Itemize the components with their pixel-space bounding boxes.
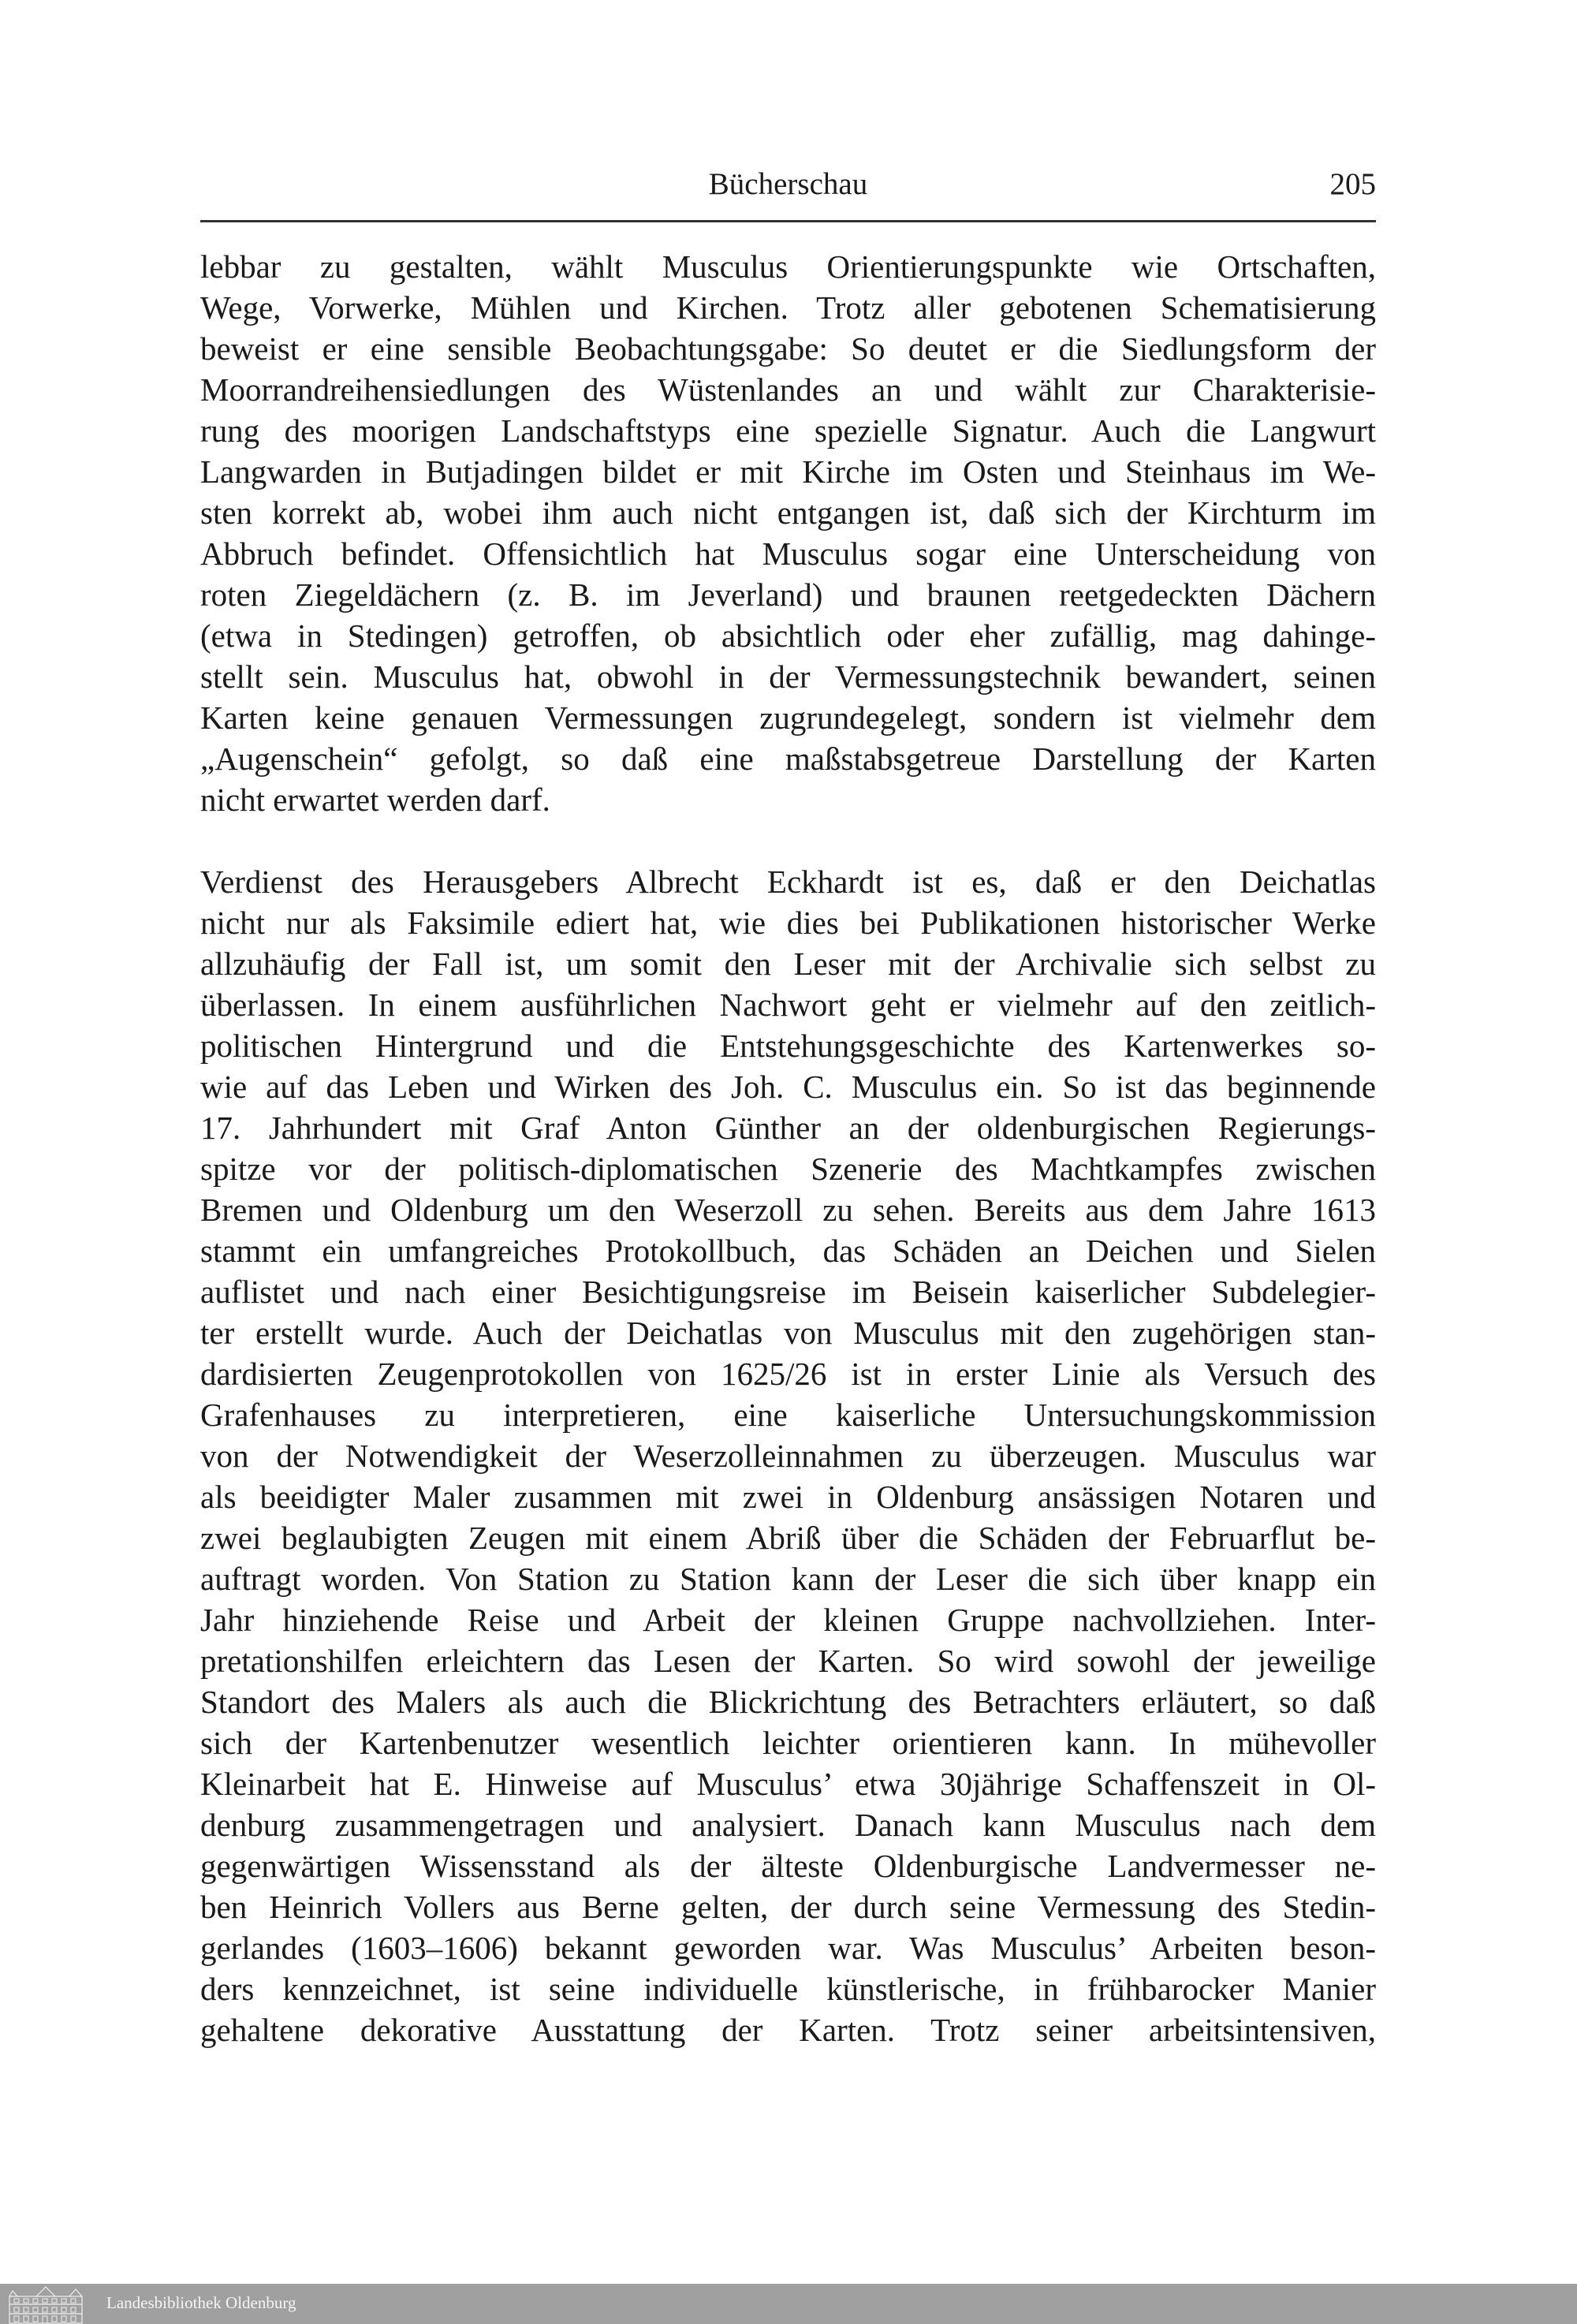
text-line: Abbruch befindet. Offensichtlich hat Musculus sogar eine Unterscheidung von	[200, 535, 1376, 572]
text-line: allzuhäufig der Fall ist, um somit den Leser mit der Archivalie sich selbst zu	[200, 946, 1376, 982]
text-line: ders kennzeichnet, ist seine individuelle künstlerische, in frühbarocker Manier	[200, 1971, 1376, 2007]
text-line: Bremen und Oldenburg um den Weserzoll zu sehen. Bereits aus dem Jahre 1613	[200, 1192, 1376, 1228]
text-line: ter erstellt wurde. Auch der Deichatlas von Musculus mit den zugehörigen stan-	[200, 1315, 1376, 1351]
text-line: Jahr hinziehende Reise und Arbeit der kleinen Gruppe nachvollziehen. Inter-	[200, 1602, 1376, 1638]
text-line: Verdienst des Herausgebers Albrecht Eckhardt ist es, daß er den Deichatlas	[200, 864, 1376, 900]
text-line: Langwarden in Butjadingen bildet er mit Kirche im Osten und Steinhaus im We-	[200, 453, 1376, 490]
text-line: pretationshilfen erleichtern das Lesen der Karten. So wird sowohl der jeweilige	[200, 1643, 1376, 1679]
text-line: wie auf das Leben und Wirken des Joh. C. Musculus ein. So ist das beginnende	[200, 1069, 1376, 1105]
text-line: sich der Kartenbenutzer wesentlich leichter orientieren kann. In mühevoller	[200, 1725, 1376, 1761]
text-line: gegenwärtigen Wissensstand als der älteste Oldenburgische Landvermesser ne-	[200, 1848, 1376, 1884]
text-line: Kleinarbeit hat E. Hinweise auf Musculus’ etwa 30jährige Schaffenszeit in Ol-	[200, 1766, 1376, 1802]
text-line: spitze vor der politisch-diplomatischen Szenerie des Machtkampfes zwischen	[200, 1151, 1376, 1187]
text-line: Wege, Vorwerke, Mühlen und Kirchen. Trotz aller gebotenen Schematisierung	[200, 289, 1376, 326]
text-line: überlassen. In einem ausführlichen Nachwort geht er vielmehr auf den zeitlich-	[200, 987, 1376, 1023]
text-line: auftragt worden. Von Station zu Station kann der Leser die sich über knapp ein	[200, 1561, 1376, 1597]
text-line: nicht erwartet werden darf.	[200, 782, 550, 818]
text-line: als beeidigter Maler zusammen mit zwei in Oldenburg ansässigen Notaren und	[200, 1479, 1376, 1515]
text-line: gehaltene dekorative Ausstattung der Karten. Trotz seiner arbeitsintensiven,	[200, 2012, 1376, 2048]
text-line: beweist er eine sensible Beobachtungsgabe: So deutet er die Siedlungsform der	[200, 330, 1376, 367]
page-number: 205	[1329, 167, 1376, 201]
running-title: Bücherschau	[708, 167, 868, 201]
text-line: ben Heinrich Vollers aus Berne gelten, der durch seine Vermessung des Stedin-	[200, 1889, 1376, 1925]
text-line: Grafenhauses zu interpretieren, eine kaiserliche Untersuchungskommission	[200, 1397, 1376, 1433]
text-line: politischen Hintergrund und die Entstehungsgeschichte des Kartenwerkes so-	[200, 1028, 1376, 1064]
text-line: 17. Jahrhundert mit Graf Anton Günther an der oldenburgischen Regierungs-	[200, 1110, 1376, 1146]
text-line: „Augenschein“ gefolgt, so daß eine maßstabsgetreue Darstellung der Karten	[200, 740, 1376, 777]
footer-bar	[0, 2284, 1577, 2324]
library-name: Landesbibliothek Oldenburg	[106, 2293, 296, 2312]
text-line: lebbar zu gestalten, wählt Musculus Orientierungspunkte wie Ortschaften,	[200, 248, 1376, 285]
text-line: zwei beglaubigten Zeugen mit einem Abriß über die Schäden der Februarflut be-	[200, 1520, 1376, 1556]
text-line: Moorrandreihensiedlungen des Wüstenlandes an und wählt zur Charakterisie-	[200, 371, 1376, 408]
text-line: sten korrekt ab, wobei ihm auch nicht entgangen ist, daß sich der Kirchturm im	[200, 494, 1376, 531]
text-line: rung des moorigen Landschaftstyps eine spezielle Signatur. Auch die Langwurt	[200, 412, 1376, 449]
text-line: nicht nur als Faksimile ediert hat, wie dies bei Publikationen historischer Werke	[200, 905, 1376, 941]
paragraph	[200, 246, 1376, 820]
paragraph	[200, 861, 1376, 2050]
text-line: gerlandes (1603–1606) bekannt geworden war. Was Musculus’ Arbeiten beson-	[200, 1930, 1376, 1966]
running-header	[200, 162, 1376, 209]
text-line: roten Ziegeldächern (z. B. im Jeverland) und braunen reetgedeckten Dächern	[200, 576, 1376, 613]
library-building-logo	[6, 2285, 85, 2324]
body-text	[200, 246, 1376, 2050]
text-line: Standort des Malers als auch die Blickrichtung des Betrachters erläutert, so daß	[200, 1684, 1376, 1720]
text-line: Karten keine genauen Vermessungen zugrundegelegt, sondern ist vielmehr dem	[200, 699, 1376, 736]
text-line: (etwa in Stedingen) getroffen, ob absichtlich oder eher zufällig, mag dahinge-	[200, 617, 1376, 654]
text-line: auflistet und nach einer Besichtigungsreise im Beisein kaiserlicher Subdelegier-	[200, 1274, 1376, 1310]
text-line: stellt sein. Musculus hat, obwohl in der Vermessungstechnik bewandert, seinen	[200, 658, 1376, 695]
text-line: dardisierten Zeugenprotokollen von 1625/26 ist in erster Linie als Versuch des	[200, 1356, 1376, 1392]
text-line: denburg zusammengetragen und analysiert. Danach kann Musculus nach dem	[200, 1807, 1376, 1843]
text-line: stammt ein umfangreiches Protokollbuch, das Schäden an Deichen und Sielen	[200, 1233, 1376, 1269]
text-line: von der Notwendigkeit der Weserzolleinnahmen zu überzeugen. Musculus war	[200, 1438, 1376, 1474]
header-rule	[200, 220, 1376, 222]
